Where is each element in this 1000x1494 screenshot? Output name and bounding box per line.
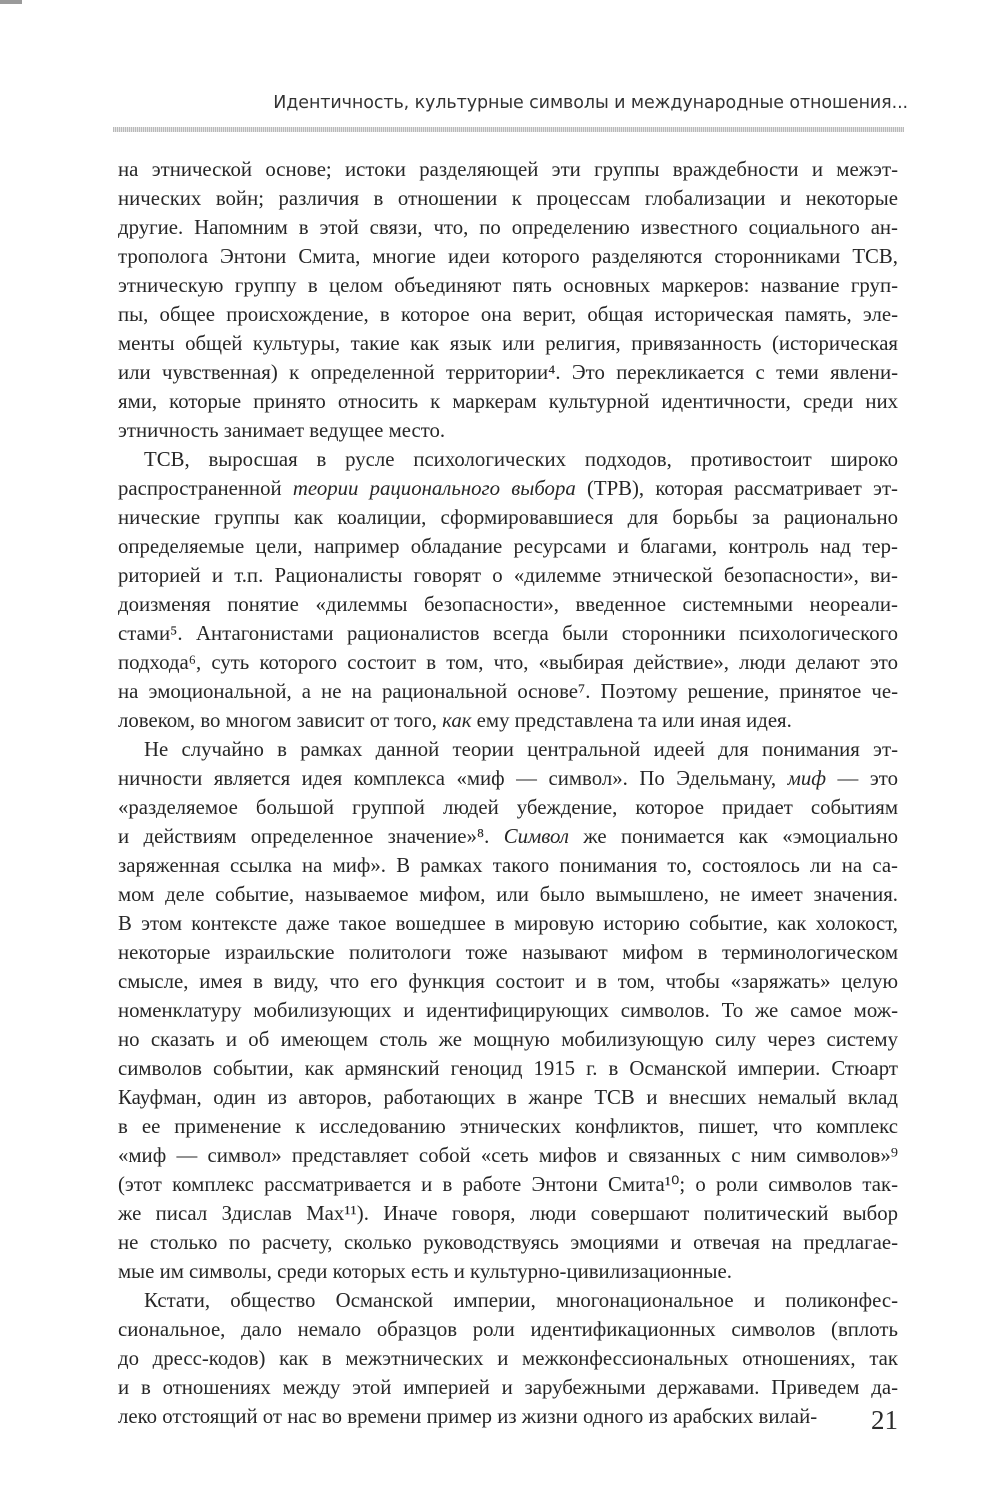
text-line: же писал Здислав Мах¹¹). Иначе говоря, люди совершают политический выбор xyxy=(118,1202,898,1225)
paragraph xyxy=(118,735,898,1286)
text-line: доизменяя понятие «дилеммы безопасности», введенное системными неореали- xyxy=(118,593,898,616)
paragraph xyxy=(118,155,898,445)
text-line: смысле, имея в виду, что его функция состоит и в том, чтобы «заряжать» целую xyxy=(118,970,898,993)
text-line: некоторые израильские политологи тоже называют мифом в терминологическом xyxy=(118,941,898,964)
text-line: на эмоциональной, а не на рациональной основе⁷. Поэтому решение, принятое че- xyxy=(118,680,898,703)
text-line: сиональное, дало немало образцов роли идентификационных символов (вплоть xyxy=(118,1318,898,1341)
text-line: но сказать и об имеющем столь же мощную мобилизующую силу через систему xyxy=(118,1028,898,1051)
running-header: Идентичность, культурные символы и международные отношения... xyxy=(273,93,908,113)
text-line: нические группы как коалиции, сформировавшиеся для борьбы за рационально xyxy=(118,506,898,529)
text-line: символов событии, как армянский геноцид 1915 г. в Османской империи. Стюарт xyxy=(118,1057,898,1080)
corner-scan-mark xyxy=(0,0,22,4)
text-line: этническую группу в целом объединяют пять основных маркеров: название груп- xyxy=(118,274,898,297)
text-line: мом деле событие, называемое мифом, или было вымышлено, не имеет значения. xyxy=(118,883,898,906)
text-line: или чувственная) к определенной территории⁴. Это перекликается с теми явлени- xyxy=(118,361,898,384)
text-line: (этот комплекс рассматривается и в работе Энтони Смита¹⁰; о роли символов так- xyxy=(118,1173,898,1196)
text-line: ничности является идея комплекса «миф — символ». По Эдельману, миф — это xyxy=(118,767,898,790)
text-line: Кауфман, один из авторов, работающих в жанре ТСВ и внесших немалый вклад xyxy=(118,1086,898,1109)
header-rule xyxy=(113,127,904,132)
text-line: риторией и т.п. Рационалисты говорят о «дилемме этнической безопасности», ви- xyxy=(118,564,898,587)
text-line: распространенной теории рационального выбора (ТРВ), которая рассматривает эт- xyxy=(118,477,898,500)
text-line: этничность занимает ведущее место. xyxy=(118,419,446,442)
body-text xyxy=(118,155,898,1431)
text-line: ловеком, во многом зависит от того, как ему представлена та или иная идея. xyxy=(118,709,792,732)
paragraph xyxy=(118,1286,898,1431)
text-line: леко отстоящий от нас во времени пример из жизни одного из арабских вилай- xyxy=(118,1405,818,1428)
text-line: подхода⁶, суть которого состоит в том, что, «выбирая действие», люди делают это xyxy=(118,651,898,674)
text-line: Не случайно в рамках данной теории центральной идеей для понимания эт- xyxy=(144,738,898,761)
page-number: 21 xyxy=(871,1405,898,1435)
text-line: менты общей культуры, такие как язык или религия, привязанность (историческая xyxy=(118,332,898,355)
text-line: заряженная ссылка на миф». В рамках такого понимания то, состоялось ли на са- xyxy=(118,854,898,877)
text-line: ями, которые принято относить к маркерам культурной идентичности, среди них xyxy=(118,390,898,413)
text-line: ТСВ, выросшая в русле психологических подходов, противостоит широко xyxy=(144,448,898,471)
text-line: и в отношениях между этой империей и зарубежными державами. Приведем да- xyxy=(118,1376,898,1399)
text-line: не столько по расчету, сколько руководствуясь эмоциями и отвечая на предлагае- xyxy=(118,1231,898,1254)
text-line: пы, общее происхождение, в которое она верит, общая историческая память, эле- xyxy=(118,303,898,326)
text-line: до дресс-кодов) как в межэтнических и межконфессиональных отношениях, так xyxy=(118,1347,898,1370)
text-line: «разделяемое большой группой людей убеждение, которое придает событиям xyxy=(118,796,898,819)
text-line: Кстати, общество Османской империи, многонациональное и поликонфес- xyxy=(144,1289,898,1312)
text-line: мые им символы, среди которых есть и культурно-цивилизационные. xyxy=(118,1260,732,1283)
text-line: «миф — символ» представляет собой «сеть мифов и связанных с ним символов»⁹ xyxy=(118,1144,898,1167)
text-line: другие. Напомним в этой связи, что, по определению известного социального ан- xyxy=(118,216,898,239)
text-line: и действиям определенное значение»⁸. Символ же понимается как «эмоциально xyxy=(118,825,898,848)
text-line: на этнической основе; истоки разделяющей эти группы враждебности и межэт- xyxy=(118,158,898,181)
text-line: определяемые цели, например обладание ресурсами и благами, контроль над тер- xyxy=(118,535,898,558)
text-line: В этом контексте даже такое вошедшее в мировую историю событие, как холокост, xyxy=(118,912,898,935)
text-line: трополога Энтони Смита, многие идеи которого разделяются сторонниками ТСВ, xyxy=(118,245,898,268)
paragraph xyxy=(118,445,898,735)
text-line: номенклатуру мобилизующих и идентифицирующих символов. То же самое мож- xyxy=(118,999,898,1022)
text-line: стами⁵. Антагонистами рационалистов всегда были сторонники психологического xyxy=(118,622,898,645)
text-line: в ее применение к исследованию этнических конфликтов, пишет, что комплекс xyxy=(118,1115,898,1138)
text-line: нических войн; различия в отношении к процессам глобализации и некоторые xyxy=(118,187,898,210)
